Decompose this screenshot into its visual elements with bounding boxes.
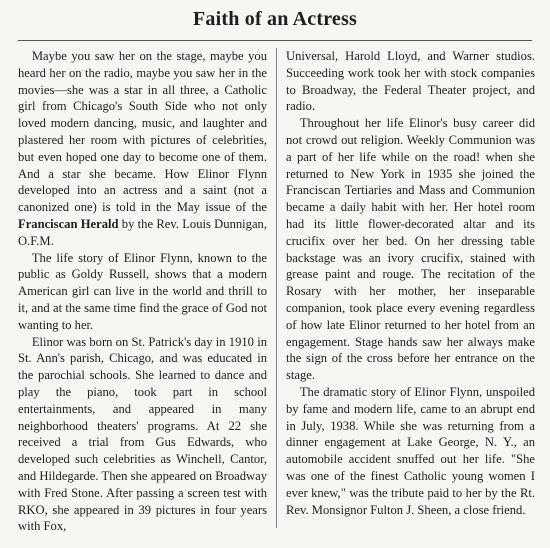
right-column [286,48,535,518]
title-rule [18,40,532,41]
column-divider [276,48,277,528]
paragraph-text: Maybe you saw her on the stage, maybe you heard her on the radio, maybe you saw her in the movies—she was a star in all three, a Catholic girl from Chicago's South Side who not only loved modern dancing, music, and laughter and plastered her room with pictures of celebrities, but even hoped one day to become one of them. And a star she became. How Elinor Flynn developed into an actress and a saint (not a canonized one) is told in the May issue of the [18,49,267,215]
paragraph: Universal, Harold Lloyd, and Warner studios. Succeeding work took her with stock companies to Broadway, the Federal Theater project, and radio. [286,49,535,114]
article-title: Faith of an Actress [193,8,357,30]
paragraph: The life story of Elinor Flynn, known to the public as Goldy Russell, shows that a modern American girl can live in the world and thrill to it, and at the same time find the grace of God not wanting to her. [18,250,267,332]
paragraph: Throughout her life Elinor's busy career did not crowd out religion. Weekly Communion was a part of her life while on the road! when she returned to New York in 1935 she joined the Franciscan Tertiaries and Mass and Communion became a daily habit with her. Her hotel room had its little flower-decorated altar and its crucifix over her bed. On her dressing table backstage was an ivory crucifix, stained with grease paint and rouge. The recitation of the Rosary with her mother, her inseparable companion, took place every evening regardless of how late Elinor returned to her hotel from an engagement. Stage hands saw her always make the sign of the cross before her entrance on the stage. [286,116,535,383]
magazine-name: Franciscan Herald [18,216,119,231]
left-column [18,48,267,535]
paragraph [18,48,267,250]
paragraph: Elinor was born on St. Patrick's day in 1910 in St. Ann's parish, Chicago, and was educated in the parochial schools. She learned to dance and play the piano, took part in school entertainments, and appeared in many neighborhood theaters' programs. At 22 she received a trial from Gus Edwards, who developed such celebrities as Winchell, Cantor, and Hildegarde. Then she appeared on Broadway with Fred Stone. After passing a screen test with RKO, she appeared in 39 pictures in four years with Fox, [18,334,267,534]
paragraph: The dramatic story of Elinor Flynn, unspoiled by fame and modern life, came to an abrupt end in July, 1938. While she was returning from a dinner engagement at Lake George, N. Y., an automobile accident snuffed out her life. "She was one of the finest Catholic young women I ever knew," was the tribute paid to her by the Rt. Rev. Monsignor Fulton J. Sheen, a close friend. [286,384,535,517]
paragraph-text: by the Rev. Louis Dunnigan, O.F.M. [18,216,267,248]
